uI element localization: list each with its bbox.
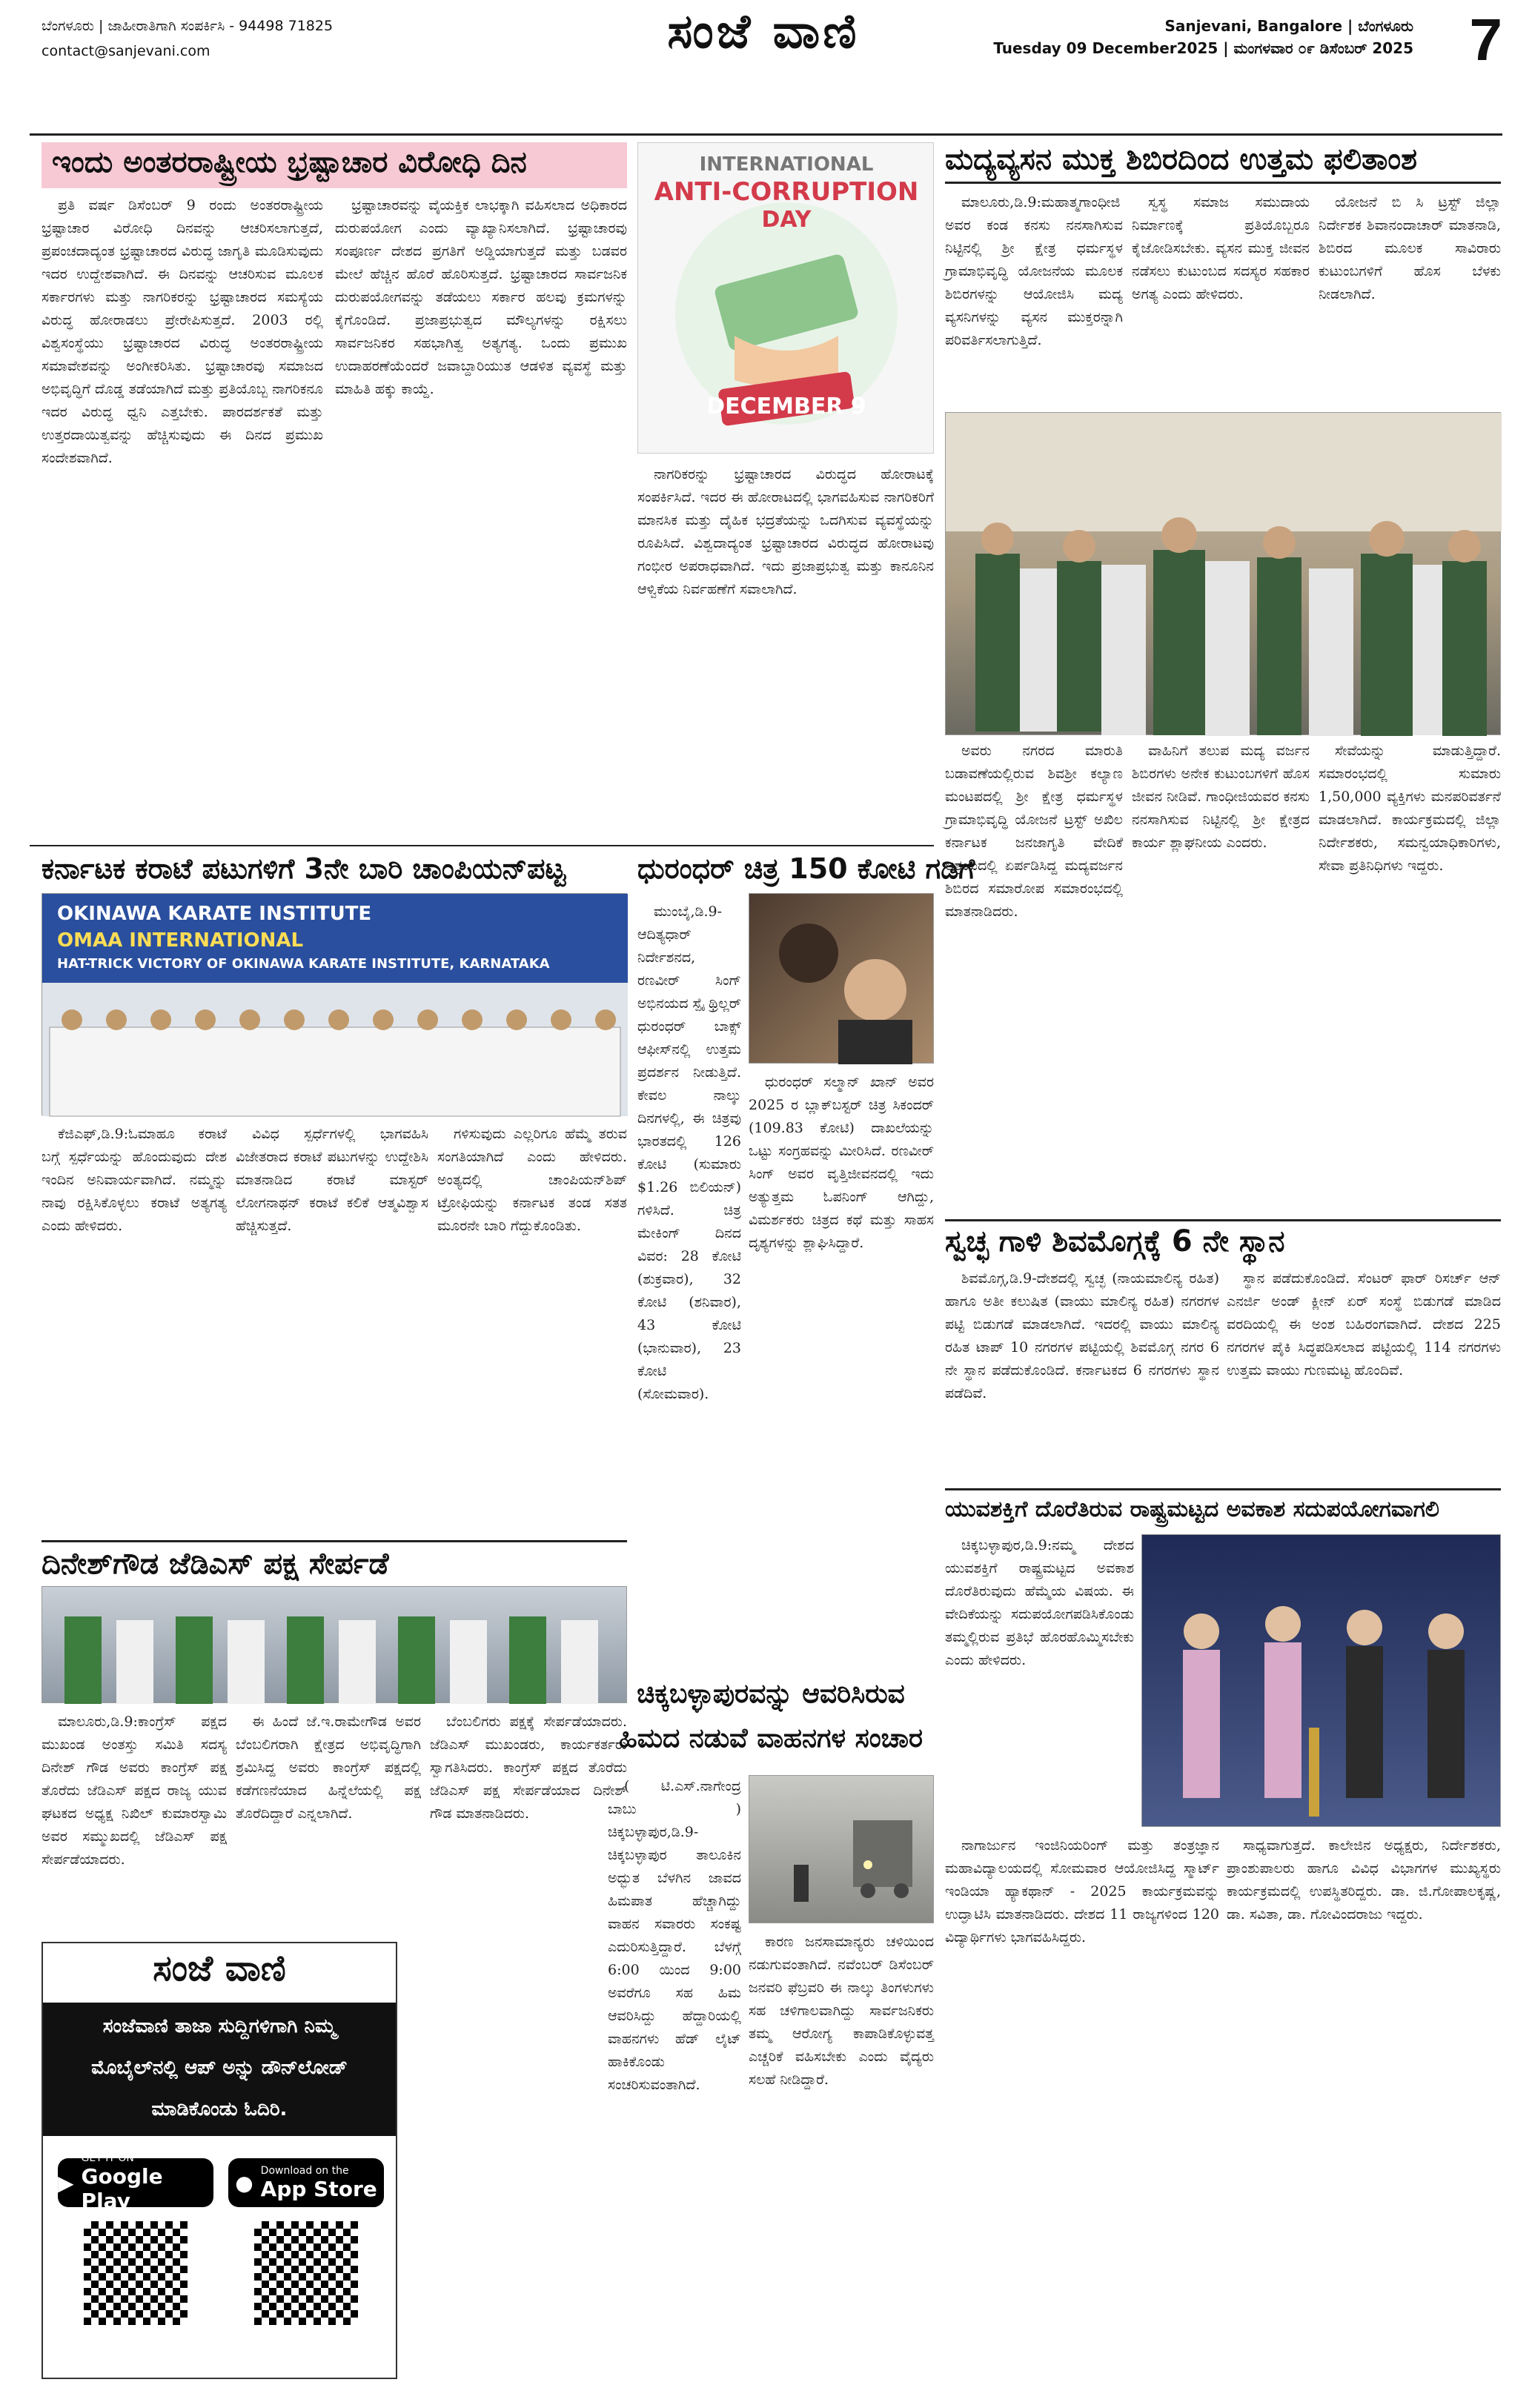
lamp-lighting-icon <box>1142 1535 1502 1828</box>
story5-column1: ಶಿವಮೊಗ್ಗ,ಡಿ.9-ದೇಶದಲ್ಲಿ ಸ್ವಚ್ಛ (ನಾಯಮಾಲಿನ್ಯ ರಹಿತ) ಹಾಗೂ ಅತೀ ಕಲುಷಿತ (ವಾಯು ಮಾಲಿನ್ಯ ರಹಿತ) ನಗರಗಳ ಪಟ್ಟಿ ಬಿಡುಗಡೆ ಮಾಡಲಾಗಿದೆ. ಇದರಲ್ಲಿ ವಾಯು ಮಾಲಿನ್ಯ ರಹಿತ ಟಾಪ್ 10 ನಗರಗಳ ಪಟ್ಟಿಯಲ್ಲಿ ಶಿವಮೊಗ್ಗ ನಗರ 6 ನೇ ಸ್ಥಾನ ಪಡೆದುಕೊಂಡಿದೆ. ಕರ್ನಾಟಕದ 6 ನಗರಗಳು ಸ್ಥಾನ ಪಡೆದಿವೆ. <box>945 1270 1219 1402</box>
play-store-icon: ▶ <box>58 2170 74 2195</box>
banner-line2: OMAA INTERNATIONAL <box>57 929 304 952</box>
story4-headline: ಧುರಂಧರ್ ಚಿತ್ರ 150 ಕೋಟಿ ಗಡಿಗೆ <box>637 852 975 885</box>
story7-column3: ಬೆಂಬಲಿಗರು ಪಕ್ಷಕ್ಕೆ ಸೇರ್ಪಡೆಯಾದರು. ಜೆಡಿಎಸ್ ಮುಖಂಡರು, ಕಾರ್ಯಕರ್ತರು ಸ್ವಾಗತಿಸಿದರು. ಕಾಂಗ್ರೆಸ್ ಪಕ್ಷದ ತೊರೆದು ಜೆಡಿಎಸ್ ಪಕ್ಷ ಸೇರ್ಪಡೆಯಾದ ದಿನೇಶ್ ಗೌಡ ಮಾತನಾಡಿದರು. <box>430 1714 627 1822</box>
promo-line1: ಸಂಜೆವಾಣಿ ತಾಜಾ ಸುದ್ದಿಗಳಿಗಾಗಿ ನಿಮ್ಮ <box>102 2015 336 2037</box>
google-play-qr-code[interactable] <box>84 2221 188 2325</box>
badge-date-text: DECEMBER 9 <box>706 394 866 419</box>
apple-small-text: Download on the <box>260 2164 349 2177</box>
story6-column1: ಚಿಕ್ಕಬಳ್ಳಾಪುರ,ಡಿ.9:ನಮ್ಮ ದೇಶದ ಯುವಶಕ್ತಿಗೆ ರಾಷ್ಟ್ರಮಟ್ಟದ ಅವಕಾಶ ದೊರೆತಿರುವುದು ಹೆಮ್ಮೆಯ ವಿಷಯ. ಈ ವೇದಿಕೆಯನ್ನು ಸದುಪಯೋಗಪಡಿಸಿಕೊಂಡು ತಮ್ಮಲ್ಲಿರುವ ಪ್ರತಿಭೆ ಹೊರಹೊಮ್ಮಿಸಬೇಕು ಎಂದು ಹೇಳಿದರು. <box>945 1537 1134 1668</box>
google-big-text: Google Play <box>81 2164 163 2213</box>
story2-headline: ಮದ್ಯವ್ಯಸನ ಮುಕ್ತ ಶಿಬಿರದಿಂದ ಉತ್ತಮ ಫಲಿತಾಂಶ <box>945 142 1501 184</box>
anti-corruption-graphic <box>637 142 934 454</box>
story5-headline: ಸ್ವಚ್ಛ ಗಾಳಿ ಶಿವಮೊಗ್ಗಕ್ಕೆ 6 ನೇ ಸ್ಥಾನ <box>945 1219 1501 1261</box>
story1-column2: ಭ್ರಷ್ಟಾಚಾರವನ್ನು ವೈಯಕ್ತಿಕ ಲಾಭಕ್ಕಾಗಿ ವಹಿಸಲಾದ ಅಧಿಕಾರದ ದುರುಪಯೋಗ ಎಂದು ವ್ಯಾಖ್ಯಾನಿಸಲಾಗಿದೆ. ಭ್ರಷ್ಟಾಚಾರವು ಸಂಪೂರ್ಣ ದೇಶದ ಪ್ರಗತಿಗೆ ಅಡ್ಡಿಯಾಗುತ್ತದೆ ಮತ್ತು ಬಡವರ ಮೇಲೆ ಹೆಚ್ಚಿನ ಹೊರೆ ಹೊರಿಸುತ್ತದೆ. ಭ್ರಷ್ಟಾಚಾರದ ಸಾರ್ವಜನಿಕ ದುರುಪಯೋಗವನ್ನು ತಡೆಯಲು ಸರ್ಕಾರ ಹಲವು ಕ್ರಮಗಳನ್ನು ಕೈಗೊಂಡಿದೆ. ಪ್ರಜಾಪ್ರಭುತ್ವದ ಮೌಲ್ಯಗಳನ್ನು ರಕ್ಷಿಸಲು ಸಾರ್ವಜನಿಕರ ಸಹಭಾಗಿತ್ವ ಅತ್ಯಗತ್ಯ. ಒಂದು ಪ್ರಮುಖ ಉದಾಹರಣೆಯೆಂದರೆ ಜವಾಬ್ದಾರಿಯುತ ಆಡಳಿತ ವ್ಯವಸ್ಥೆ ಮತ್ತು ಮಾಹಿತಿ ಹಕ್ಕು ಕಾಯ್ದೆ. <box>335 197 627 397</box>
story3-column2: ವಿವಿಧ ಸ್ಪರ್ಧೆಗಳಲ್ಲಿ ಭಾಗವಹಿಸಿ ವಿಜೇತರಾದ ಕರಾಟೆ ಪಟುಗಳನ್ನು ಉದ್ದೇಶಿಸಿ ಮಾತನಾಡಿದ ಕರಾಟೆ ಮಾಸ್ಟರ್ ಲೋಗನಾಥನ್ ಕರಾಟೆ ಕಲಿಕೆ ಆತ್ಮವಿಶ್ವಾಸ ಹೆಚ್ಚಿಸುತ್ತದೆ. <box>236 1126 428 1234</box>
app-store-button[interactable] <box>228 2158 384 2207</box>
masthead-left <box>42 13 333 64</box>
story1-column3: ನಾಗರಿಕರನ್ನು ಭ್ರಷ್ಟಾಚಾರದ ವಿರುದ್ಧದ ಹೋರಾಟಕ್ಕೆ ಸಂಪರ್ಕಿಸಿದೆ. ಇದರ ಈ ಹೋರಾಟದಲ್ಲಿ ಭಾಗವಹಿಸುವ ನಾಗರಿಕರಿಗೆ ಮಾನಸಿಕ ಮತ್ತು ದೈಹಿಕ ಭದ್ರತೆಯನ್ನು ಒದಗಿಸುವ ವ್ಯವಸ್ಥೆಯನ್ನು ರೂಪಿಸಿದೆ. ವಿಶ್ವದಾದ್ಯಂತ ಭ್ರಷ್ಟಾಚಾರದ ವಿರುದ್ಧದ ಹೋರಾಟವು ಗಂಭೀರ ಅಪರಾಧವಾಗಿದೆ. ಇದು ಪ್ರಜಾಪ್ರಭುತ್ವ ಮತ್ತು ಕಾನೂನಿನ ಆಳ್ವಿಕೆಯ ನಿರ್ವಹಣೆಗೆ ಸವಾಲಾಗಿದೆ. <box>637 466 934 597</box>
story2-column1: ಮಾಲೂರು,ಡಿ.9:ಮಹಾತ್ಮಗಾಂಧೀಜಿ ಅವರ ಕಂಡ ಕನಸು ನನಸಾಗಿಸುವ ನಿಟ್ಟಿನಲ್ಲಿ ಶ್ರೀ ಕ್ಷೇತ್ರ ಧರ್ಮಸ್ಥಳ ಗ್ರಾಮಾಭಿವೃದ್ಧಿ ಯೋಜನೆಯ ಮೂಲಕ ಶಿಬಿರಗಳನ್ನು ಆಯೋಜಿಸಿ ಮದ್ಯ ವ್ಯಸನಿಗಳನ್ನು ವ್ಯಸನ ಮುಕ್ತರನ್ನಾಗಿ ಪರಿವರ್ತಿಸಲಾಗುತ್ತಿದೆ. <box>945 194 1123 348</box>
masthead-rule <box>30 133 1502 136</box>
banner-line1: OKINAWA KARATE INSTITUTE <box>57 903 372 925</box>
truck-in-fog-icon <box>749 1776 935 1924</box>
story4-column1: ಮುಂಬೈ,ಡಿ.9-ಆದಿತ್ಯಧಾರ್ ನಿರ್ದೇಶನದ, ರಣವೀರ್ ಸಿಂಗ್ ಅಭಿನಯದ ಸ್ಪೈ ಥ್ರಿಲ್ಲರ್ ಧುರಂಧರ್ ಬಾಕ್ಸ್ ಆಫೀಸ್‌ನಲ್ಲಿ ಉತ್ತಮ ಪ್ರದರ್ಶನ ನೀಡುತ್ತಿದೆ. ಕೇವಲ ನಾಲ್ಕು ದಿನಗಳಲ್ಲಿ, ಈ ಚಿತ್ರವು ಭಾರತದಲ್ಲಿ 126 ಕೋಟಿ (ಸುಮಾರು $1.26 ಬಿಲಿಯನ್) ಗಳಿಸಿದೆ. ಚಿತ್ರ ಮೇಕಿಂಗ್ ದಿನದ ವಿವರ: 28 ಕೋಟಿ (ಶುಕ್ರವಾರ), 32 ಕೋಟಿ (ಶನಿವಾರ), 43 ಕೋಟಿ (ಭಾನುವಾರ), 23 ಕೋಟಿ (ಸೋಮವಾರ). <box>637 903 741 1402</box>
hackathon-photo <box>1141 1534 1501 1827</box>
edition-line: Sanjevani, Bangalore | ಬೆಂಗಳೂರು <box>1164 17 1413 35</box>
jds-event-photo <box>42 1586 627 1703</box>
story3-headline: ಕರ್ನಾಟಕ ಕರಾಟೆ ಪಟುಗಳಿಗೆ 3ನೇ ಬಾರಿ ಚಾಂಪಿಯನ್‌ಪಟ್ಟ <box>42 852 566 885</box>
story8-headline-line2: ಹಿಮದ ನಡುವೆ ವಾಹನಗಳ ಸಂಚಾರ <box>619 1723 923 1754</box>
story6-column2: ನಾಗಾರ್ಜುನ ಇಂಜಿನಿಯರಿಂಗ್ ಮತ್ತು ತಂತ್ರಜ್ಞಾನ ಮಹಾವಿದ್ಯಾಲಯದಲ್ಲಿ ಸೋಮವಾರ ಆಯೋಜಿಸಿದ್ದ ಸ್ಮಾರ್ಟ್ ಇಂಡಿಯಾ ಹ್ಯಾಕಥಾನ್ - 2025 ಕಾರ್ಯಕ್ರಮವನ್ನು ಉದ್ಘಾಟಿಸಿ ಮಾತನಾಡಿದರು. ದೇಶದ 11 ರಾಜ್ಯಗಳಿಂದ 120 ವಿದ್ಯಾರ್ಥಿಗಳು ಭಾಗವಹಿಸಿದ್ದರು. <box>945 1837 1219 1946</box>
story8-column2: ಕಾರಣ ಜನಸಾಮಾನ್ಯರು ಚಳಿಯಿಂದ ನಡುಗುವಂತಾಗಿದೆ. ನವೆಂಬರ್ ಡಿಸೆಂಬರ್ ಜನವರಿ ಫೆಬ್ರವರಿ ಈ ನಾಲ್ಕು ತಿಂಗಳುಗಳು ಸಹ ಚಳಿಗಾಲವಾಗಿದ್ದು ಸಾರ್ವಜನಿಕರು ತಮ್ಮ ಆರೋಗ್ಯ ಕಾಪಾಡಿಕೊಳ್ಳುವತ್ತ ಎಚ್ಚರಿಕೆ ವಹಿಸಬೇಕು ಎಂದು ವೈದ್ಯರು ಸಲಹೆ ನೀಡಿದ್ದಾರೆ. <box>749 1934 934 2088</box>
badge-mid-text: ANTI-CORRUPTION <box>654 177 919 207</box>
camp-group-photo <box>945 412 1501 735</box>
app-promo-box <box>42 1942 397 2379</box>
story7-column1: ಮಾಲೂರು,ಡಿ.9:ಕಾಂಗ್ರೆಸ್ ಪಕ್ಷದ ಮುಖಂಡ ಅಂತಸ್ತು ಸಮಿತಿ ಸದಸ್ಯ ದಿನೇಶ್ ಗೌಡ ಅವರು ಕಾಂಗ್ರೆಸ್ ಪಕ್ಷ ತೊರೆದು ಜೆಡಿಎಸ್ ಪಕ್ಷದ ರಾಜ್ಯ ಯುವ ಘಟಕದ ಅಧ್ಯಕ್ಷ ನಿಖಿಲ್ ಕುಮಾರಸ್ವಾಮಿ ಅವರ ಸಮ್ಮುಖದಲ್ಲಿ ಜೆಡಿಎಸ್ ಪಕ್ಷ ಸೇರ್ಪಡೆಯಾದರು. <box>42 1714 227 1868</box>
story2-lower-column3: ಸೇವೆಯನ್ನು ಮಾಡುತ್ತಿದ್ದಾರೆ. ಸಮಾರಂಭದಲ್ಲಿ ಸುಮಾರು 1,50,000 ವ್ಯಕ್ತಿಗಳು ಮನಪರಿವರ್ತನೆ ಮಾಡಲಾಗಿದೆ. ಕಾರ್ಯಕ್ರಮದಲ್ಲಿ ಜಿಲ್ಲಾ ನಿರ್ದೇಶಕರು, ಸಮನ್ವಯಾಧಿಕಾರಿಗಳು, ಸೇವಾ ಪ್ರತಿನಿಧಿಗಳು ಇದ್ದರು. <box>1319 743 1501 874</box>
apple-big-text: App Store <box>260 2176 377 2201</box>
masthead-logo <box>578 4 949 76</box>
story8-headline-line1: ಚಿಕ್ಕಬಳ್ಳಾಪುರವನ್ನು ಆವರಿಸಿರುವ <box>637 1679 905 1709</box>
promo-line2: ಮೊಬೈಲ್‌ನಲ್ಲಿ ಆಪ್ ಅನ್ನು ಡೌನ್‌ಲೋಡ್ <box>91 2057 348 2079</box>
story1-headline: ಇಂದು ಅಂತರರಾಷ್ಟ್ರೀಯ ಭ್ರಷ್ಟಾಚಾರ ವಿರೋಧಿ ದಿನ <box>42 142 627 188</box>
story2-lower-column1: ಅವರು ನಗರದ ಮಾರುತಿ ಬಡಾವಣೆಯಲ್ಲಿರುವ ಶಿವಶ್ರೀ ಕಲ್ಯಾಣ ಮಂಟಪದಲ್ಲಿ ಶ್ರೀ ಕ್ಷೇತ್ರ ಧರ್ಮಸ್ಥಳ ಗ್ರಾಮಾಭಿವೃದ್ಧಿ ಯೋಜನೆ ಟ್ರಸ್ಟ್ ಅಖಿಲ ಕರ್ನಾಟಕ ಜನಜಾಗೃತಿ ವೇದಿಕೆ ಆಶ್ರಯದಲ್ಲಿ ಏರ್ಪಡಿಸಿದ್ದ ಮದ್ಯವರ್ಜನ ಶಿಬಿರದ ಸಮಾರೋಪ ಸಮಾರಂಭದಲ್ಲಿ ಮಾತನಾಡಿದರು. <box>945 743 1123 920</box>
students-group-icon <box>42 983 628 1116</box>
story4-column2: ಧುರಂಧರ್ ಸಲ್ಮಾನ್ ಖಾನ್ ಅವರ 2025 ರ ಬ್ಲಾಕ್‌ಬಸ್ಟರ್ ಚಿತ್ರ ಸಿಕಂದರ್ (109.83 ಕೋಟಿ) ದಾಖಲೆಯನ್ನು ಒಟ್ಟು ಸಂಗ್ರಹವನ್ನು ಮೀರಿಸಿದೆ. ರಣವೀರ್ ಸಿಂಗ್ ಅವರ ವೃತ್ತಿಜೀವನದಲ್ಲಿ ಇದು ಅತ್ಯುತ್ತಮ ಓಪನಿಂಗ್ ಆಗಿದ್ದು, ವಿಮರ್ಶಕರು ಚಿತ್ರದ ಕಥೆ ಮತ್ತು ಸಾಹಸ ದೃಶ್ಯಗಳನ್ನು ಶ್ಲಾಘಿಸಿದ್ದಾರೆ. <box>749 1074 934 1251</box>
story3-column3: ಗಳಿಸುವುದು ಎಲ್ಲರಿಗೂ ಹೆಮ್ಮೆ ತರುವ ಸಂಗತಿಯಾಗಿದೆ ಎಂದು ಹೇಳಿದರು. ಅಂತ್ಯದಲ್ಲಿ ಚಾಂಪಿಯನ್‌ಶಿಪ್ ಟ್ರೋಫಿಯನ್ನು ಕರ್ನಾಟಕ ತಂಡ ಸತತ ಮೂರನೇ ಬಾರಿ ಗೆದ್ದುಕೊಂಡಿತು. <box>437 1126 627 1234</box>
masthead-title: ಸಂಜೆ ವಾಣಿ <box>667 4 860 59</box>
story7-column2: ಈ ಹಿಂದೆ ಜೆ.ಇ.ರಾಮೇಗೌಡ ಅವರ ಬೆಂಬಲಿಗರಾಗಿ ಕ್ಷೇತ್ರದ ಅಭಿವೃದ್ಧಿಗಾಗಿ ಶ್ರಮಿಸಿದ್ದ ಅವರು ಕಾಂಗ್ರೆಸ್ ಪಕ್ಷದಲ್ಲಿ ಕಡೆಗಣನೆಯಾದ ಹಿನ್ನೆಲೆಯಲ್ಲಿ ಪಕ್ಷ ತೊರೆದಿದ್ದಾರೆ ಎನ್ನಲಾಗಿದೆ. <box>236 1714 421 1822</box>
actors-icon <box>749 894 935 1064</box>
fog-road-photo <box>749 1775 934 1923</box>
google-play-button[interactable] <box>58 2152 213 2213</box>
app-store-qr-code[interactable] <box>254 2221 358 2325</box>
movie-still-photo <box>749 893 934 1064</box>
google-small-text: GET IT ON <box>81 2152 134 2164</box>
badge-day-text: DAY <box>761 207 812 233</box>
banner-line3: HAT-TRICK VICTORY OF OKINAWA KARATE INSTITUTE, KARNATAKA <box>57 956 550 972</box>
promo-line3: ಮಾಡಿಕೊಂಡು ಓದಿರಿ. <box>151 2098 288 2120</box>
section-rule <box>30 845 934 846</box>
ad-contact-line: ಬೆಂಗಳೂರು | ಜಾಹೀರಾತಿಗಾಗಿ ಸಂಪರ್ಕಿಸಿ - 94498 71825 <box>42 18 334 34</box>
story6-column3: ಸಾಧ್ಯವಾಗುತ್ತದೆ. ಕಾಲೇಜಿನ ಅಧ್ಯಕ್ಷರು, ನಿರ್ದೇಶಕರು, ಪ್ರಾಂಶುಪಾಲರು ಹಾಗೂ ವಿವಿಧ ವಿಭಾಗಗಳ ಮುಖ್ಯಸ್ಥರು ಕಾರ್ಯಕ್ರಮದಲ್ಲಿ ಉಪಸ್ಥಿತರಿದ್ದರು. ಡಾ. ಜಿ.ಗೋಪಾಲಕೃಷ್ಣ, ಡಾ. ಸವಿತಾ, ಡಾ. ಗೋವಿಂದರಾಜು ಇದ್ದರು. <box>1227 1837 1501 1923</box>
karate-team-photo <box>42 893 627 1115</box>
story1-column1: ಪ್ರತಿ ವರ್ಷ ಡಿಸೆಂಬರ್ 9 ರಂದು ಅಂತರರಾಷ್ಟ್ರೀಯ ಭ್ರಷ್ಟಾಚಾರ ವಿರೋಧಿ ದಿನವನ್ನು ಆಚರಿಸಲಾಗುತ್ತದೆ, ಪ್ರಪಂಚದಾದ್ಯಂತ ಭ್ರಷ್ಟಾಚಾರದ ವಿರುದ್ಧ ಜಾಗೃತಿ ಮೂಡಿಸುವುದು ಇದರ ಉದ್ದೇಶವಾಗಿದೆ. ಈ ದಿನವನ್ನು ಆಚರಿಸುವ ಮೂಲಕ ಸರ್ಕಾರಗಳು ಮತ್ತು ನಾಗರಿಕರನ್ನು ಭ್ರಷ್ಟಾಚಾರದ ಸಮಸ್ಯೆಯ ವಿರುದ್ಧ ಹೋರಾಡಲು ಪ್ರೇರೇಪಿಸುತ್ತದೆ. 2003 ರಲ್ಲಿ ವಿಶ್ವಸಂಸ್ಥೆಯು ಭ್ರಷ್ಟಾಚಾರದ ವಿರುದ್ಧ ಅಂತರರಾಷ್ಟ್ರೀಯ ಸಮಾವೇಶವನ್ನು ಅಂಗೀಕರಿಸಿತು. ಭ್ರಷ್ಟಾಚಾರವು ಸಮಾಜದ ಅಭಿವೃದ್ಧಿಗೆ ದೊಡ್ಡ ತಡೆಯಾಗಿದೆ ಮತ್ತು ಪ್ರತಿಯೊಬ್ಬ ನಾಗರಿಕನೂ ಇದರ ವಿರುದ್ಧ ಧ್ವನಿ ಎತ್ತಬೇಕು. ಪಾರದರ್ಶಕತೆ ಮತ್ತು ಉತ್ತರದಾಯಿತ್ವವನ್ನು ಹೆಚ್ಚಿಸುವುದು ಈ ದಿನದ ಪ್ರಮುಖ ಸಂದೇಶವಾಗಿದೆ. <box>42 197 323 466</box>
masthead-right <box>993 15 1413 59</box>
date-line: Tuesday 09 December2025 | ಮಂಗಳವಾರ ೦೯ ಡಿಸೆಂಬರ್ 2025 <box>993 39 1413 57</box>
apple-icon: ● <box>235 2170 253 2195</box>
story2-column3: ಯೋಜನೆ ಬಿ ಸಿ ಟ್ರಸ್ಟ್ ಜಿಲ್ಲಾ ನಿರ್ದೇಶಕ ಶಿವಾನಂದಾಚಾರ್ ಮಾತನಾಡಿ, ಶಿಬಿರದ ಮೂಲಕ ಸಾವಿರಾರು ಕುಟುಂಬಗಳಿಗೆ ಹೊಸ ಬೆಳಕು ನೀಡಲಾಗಿದೆ. <box>1319 194 1501 302</box>
crowd-icon <box>42 1587 628 1704</box>
badge-top-text: INTERNATIONAL <box>699 153 874 176</box>
page-number: 7 <box>1469 7 1502 73</box>
group-people-icon <box>946 413 1502 736</box>
promo-message <box>43 2003 396 2136</box>
contact-email[interactable]: contact@sanjevani.com <box>42 43 210 59</box>
story3-column1: ಕೆಜಿಎಫ್,ಡಿ.9:ಓಮಾಹೂ ಕರಾಟೆ ಬಗ್ಗೆ ಸ್ಪರ್ಧೆಯನ್ನು ಹೊಂದುವುದು ದೇಶ ಇಂದಿನ ಅನಿವಾರ್ಯವಾಗಿದೆ. ನಮ್ಮನ್ನು ನಾವು ರಕ್ಷಿಸಿಕೊಳ್ಳಲು ಕರಾಟೆ ಅತ್ಯಗತ್ಯ ಎಂದು ಹೇಳಿದರು. <box>42 1126 227 1234</box>
story5-column2: ಸ್ಥಾನ ಪಡೆದುಕೊಂಡಿದೆ. ಸೆಂಟರ್ ಫಾರ್ ರಿಸರ್ಚ್ ಆನ್ ಎನರ್ಜಿ ಅಂಡ್ ಕ್ಲೀನ್ ಏರ್ ಸಂಸ್ಥೆ ಬಿಡುಗಡೆ ಮಾಡಿದ ವರದಿಯಲ್ಲಿ ಈ ಅಂಶ ಬಹಿರಂಗವಾಗಿದೆ. ದೇಶದ 225 ನಗರಗಳ ಪೈಕಿ ಸಿದ್ಧಪಡಿಸಲಾದ ಪಟ್ಟಿಯಲ್ಲಿ 114 ನಗರಗಳು ಉತ್ತಮ ವಾಯು ಗುಣಮಟ್ಟ ಹೊಂದಿವೆ. <box>1227 1270 1501 1379</box>
promo-logo: ಸಂಜೆ ವಾಣಿ <box>153 1948 286 1989</box>
story7-headline: ದಿನೇಶ್‌ಗೌಡ ಜೆಡಿಎಸ್ ಪಕ್ಷ ಸೇರ್ಪಡೆ <box>42 1540 627 1582</box>
story2-lower-column2: ವಾಹಿನಿಗೆ ತಲುಪ ಮದ್ಯ ವರ್ಜನ ಶಿಬಿರಗಳು ಅನೇಕ ಕುಟುಂಬಗಳಿಗೆ ಹೊಸ ಜೀವನ ನೀಡಿವೆ. ಗಾಂಧೀಜಿಯವರ ಕನಸು ನನಸಾಗಿಸುವ ನಿಟ್ಟಿನಲ್ಲಿ ಶ್ರೀ ಕ್ಷೇತ್ರದ ಕಾರ್ಯ ಶ್ಲಾಘನೀಯ ಎಂದರು. <box>1132 743 1310 851</box>
story2-column2: ಸ್ವಸ್ಥ ಸಮಾಜ ಸಮುದಾಯ ನಿರ್ಮಾಣಕ್ಕೆ ಪ್ರತಿಯೊಬ್ಬರೂ ಕೈಜೋಡಿಸಬೇಕು. ವ್ಯಸನ ಮುಕ್ತ ಜೀವನ ನಡೆಸಲು ಕುಟುಂಬದ ಸದಸ್ಯರ ಸಹಕಾರ ಅಗತ್ಯ ಎಂದು ಹೇಳಿದರು. <box>1132 194 1310 302</box>
story8-column1: ( ಟಿ.ಎಸ್.ನಾಗೇಂದ್ರ ಬಾಬು ) ಚಿಕ್ಕಬಳ್ಳಾಪುರ,ಡಿ.9-ಚಿಕ್ಕಬಳ್ಳಾಪುರ ತಾಲೂಕಿನ ಅದ್ಭುತ ಬೆಳಗಿನ ಜಾವದ ಹಿಮಪಾತ ಹೆಚ್ಚಾಗಿದ್ದು ವಾಹನ ಸವಾರರು ಸಂಕಷ್ಟ ಎದುರಿಸುತ್ತಿದ್ದಾರೆ. ಬೆಳಗ್ಗೆ 6:00 ಯಿಂದ 9:00 ಅವರೆಗೂ ಸಹ ಹಿಮ ಆವರಿಸಿದ್ದು ಹೆದ್ದಾರಿಯಲ್ಲಿ ವಾಹನಗಳು ಹೆಡ್ ಲೈಟ್ ಹಾಕಿಕೊಂಡು ಸಂಚರಿಸುವಂತಾಗಿದೆ. <box>608 1778 741 2093</box>
story6-headline: ಯುವಶಕ್ತಿಗೆ ದೊರೆತಿರುವ ರಾಷ್ಟ್ರಮಟ್ಟದ ಅವಕಾಶ ಸದುಪಯೋಗವಾಗಲಿ <box>945 1488 1501 1527</box>
